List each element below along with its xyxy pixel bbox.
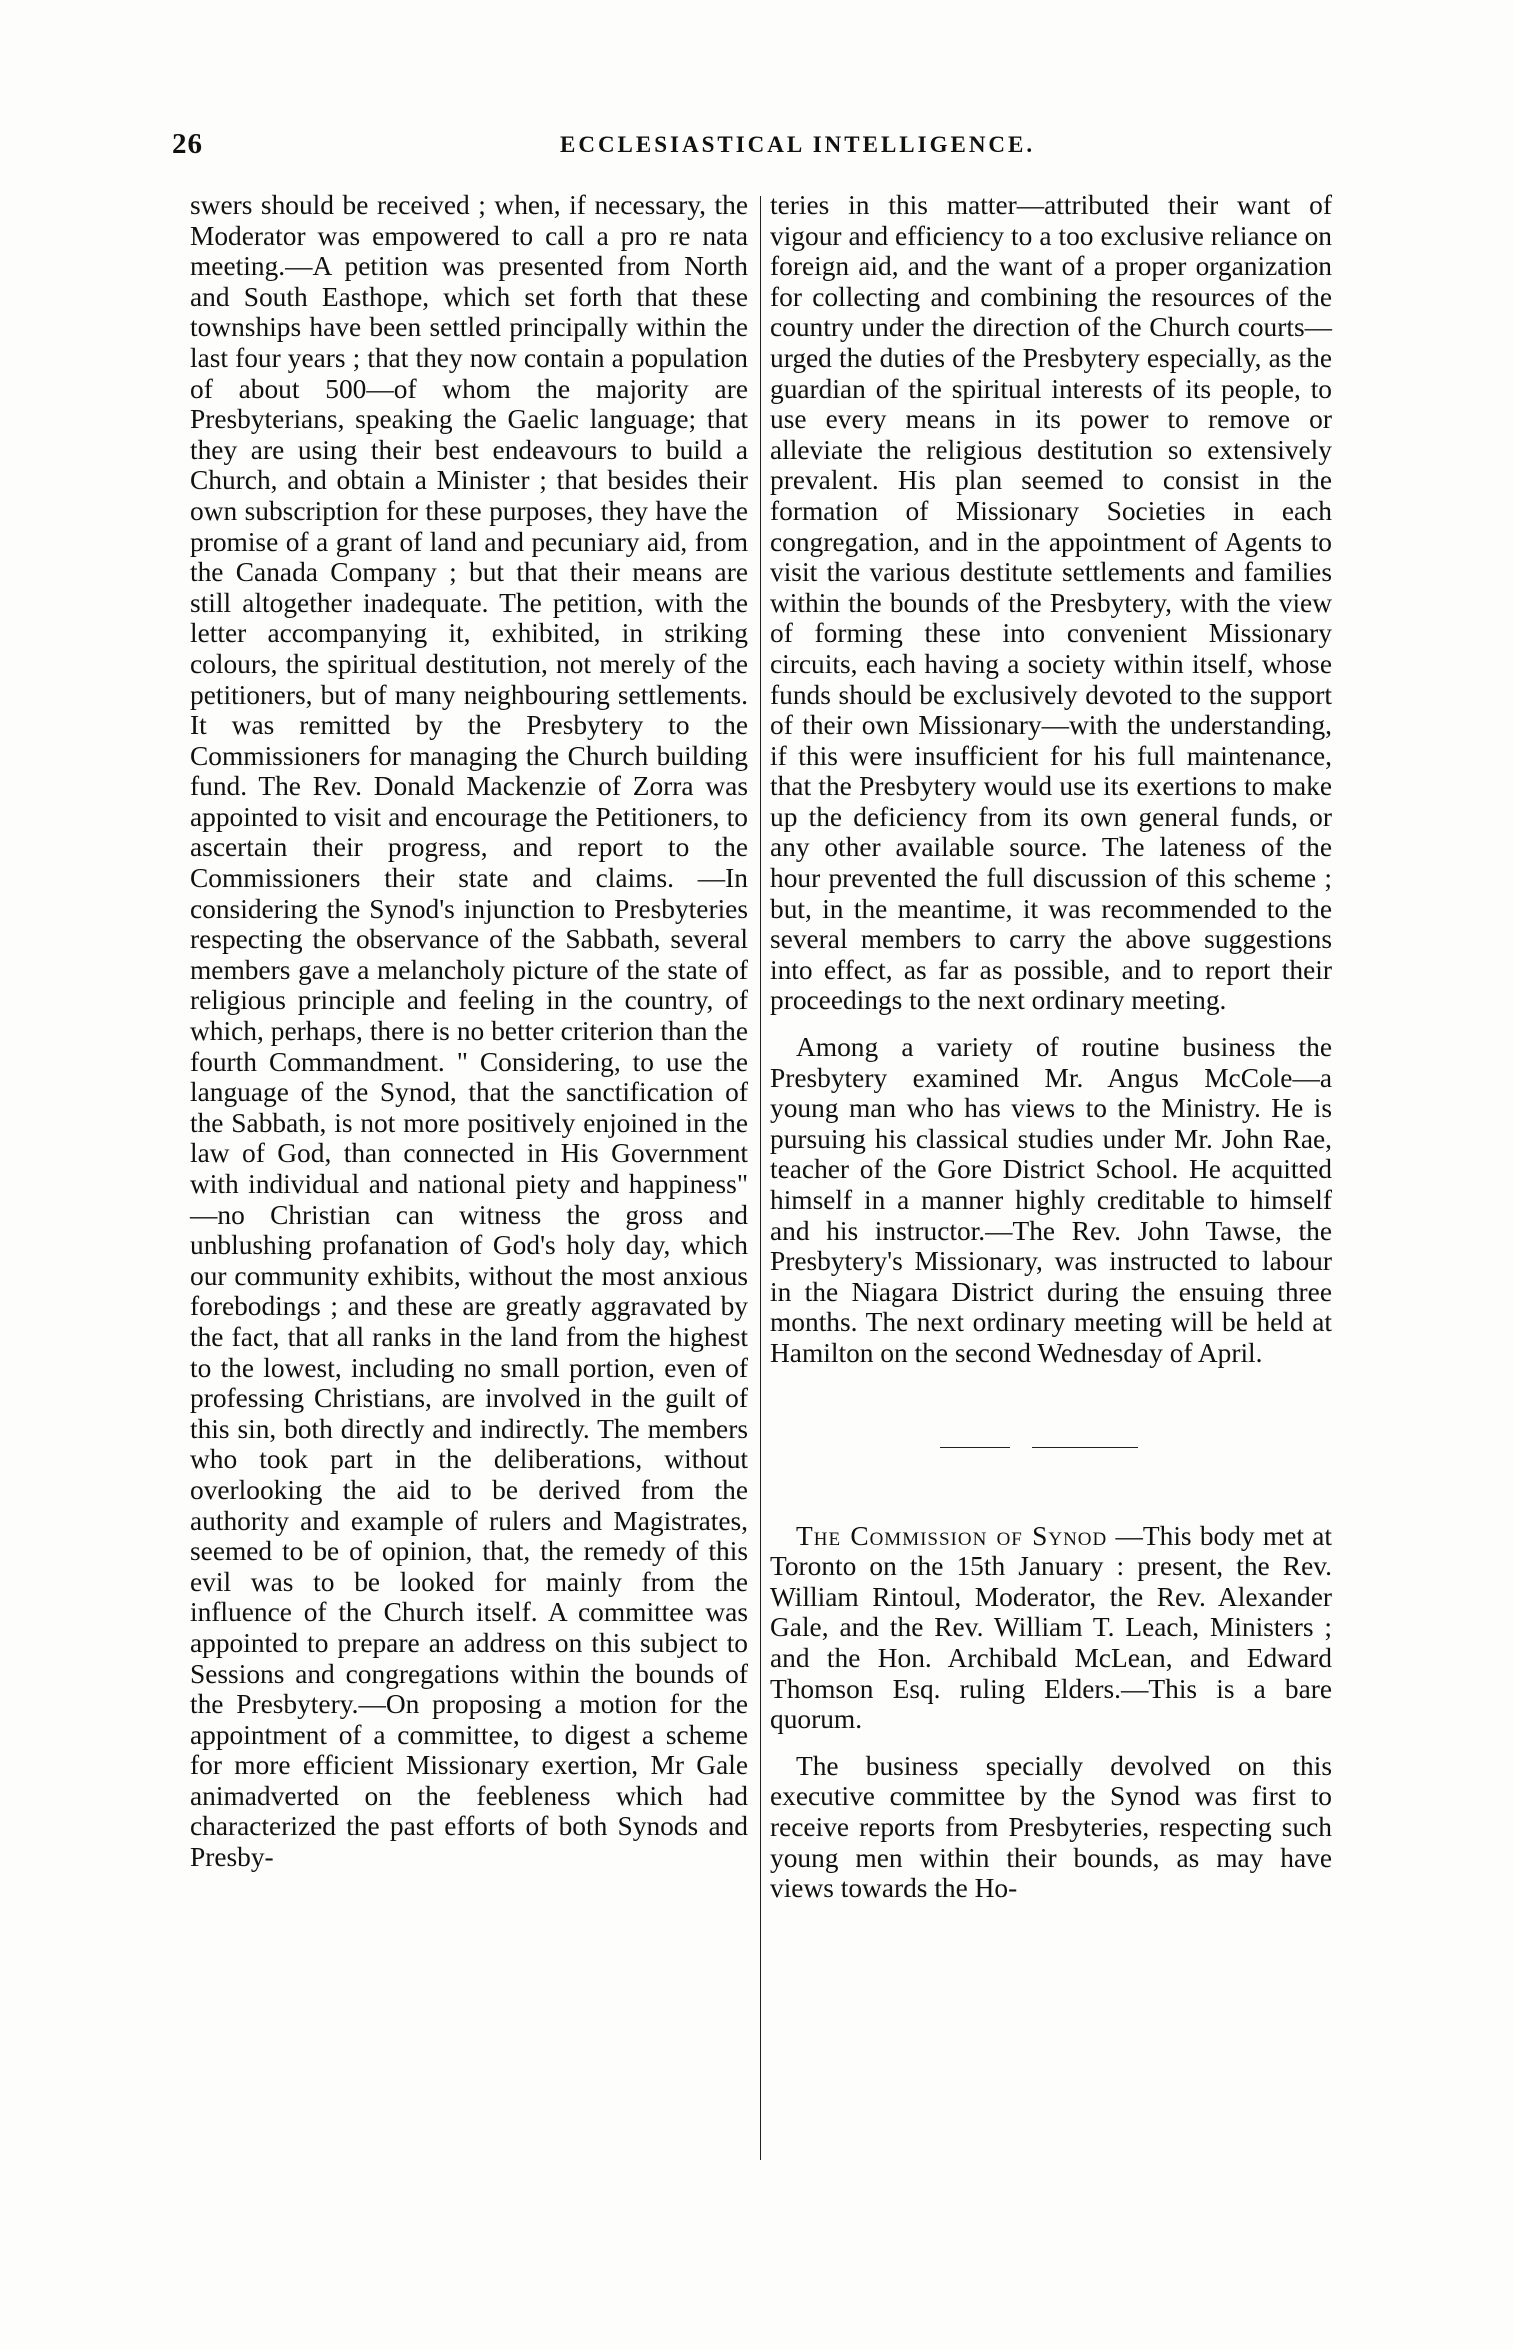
right-column: [770, 190, 1332, 1904]
left-paragraph-1: swers should be received ; when, if necessary, the Moderator was empowered to call a pro re nata meeting.—A petition was presented from North and South Easthope, which set forth that these townships have been settled principally within the last four years ; that they now contain a population of about 500—of whom the majority are Presbyterians, speaking the Gaelic language; that they are using their best endeavours to build a Church, and obtain a Minister ; that besides their own subscription for these purposes, they have the promise of a grant of land and pecuniary aid, from the Canada Company ; but that their means are still altogether inadequate. The petition, with the letter accompanying it, exhibited, in striking colours, the spiritual destitution, not merely of the petitioners, but of many neighbouring settlements. It was remitted by the Presbytery to the Commissioners for managing the Church building fund. The Rev. Donald Mackenzie of Zorra was appointed to visit and encourage the Petitioners, to ascertain their progress, and report to the Commissioners their state and claims. —In considering the Synod's injunction to Presbyteries respecting the observance of the Sabbath, several members gave a melancholy picture of the state of religious principle and feeling in the country, of which, perhaps, there is no better criterion than the fourth Commandment. " Considering, to use the language of the Synod, that the sanctification of the Sabbath, is not more positively enjoined in the law of God, than connected in His Government with individual and national piety and happiness" —no Christian can witness the gross and unblushing profanation of God's holy day, which our community exhibits, without the most anxious forebodings ; and these are greatly aggravated by the fact, that all ranks in the land from the highest to the lowest, including no small portion, even of professing Christians, are involved in the guilt of this sin, both directly and indirectly. The members who took part in the deliberations, without overlooking the aid to be derived from the authority and example of rulers and Magistrates, seemed to be of opinion, that, the remedy of this evil was to be looked for mainly from the influence of the Church itself. A committee was appointed to prepare an address on this subject to Sessions and congregations within the bounds of the Presbytery.—On proposing a motion for the appointment of a committee, to digest a scheme for more efficient Missionary exertion, Mr Gale animadverted on the feebleness which had characterized the past efforts of both Synods and Presby-: [190, 190, 748, 1873]
section-heading: The Commission of Synod: [796, 1520, 1108, 1551]
divider-dash-long: [1032, 1447, 1138, 1448]
divider-dash-short: [940, 1447, 1010, 1448]
section-divider: [770, 1447, 1332, 1451]
right-paragraph-1: teries in this matter—attributed their want of vigour and efficiency to a too exclusive reliance on foreign aid, and the want of a proper organization for collecting and combining the resources of the country under the direction of the Church courts—urged the duties of the Presbytery especially, as the guardian of the spiritual interests of its people, to use every means in its power to remove or alleviate the religious destitution so extensively prevalent. His plan seemed to consist in the formation of Missionary Societies in each congregation, and in the appointment of Agents to visit the various destitute settlements and families within the bounds of the Presbytery, with the view of forming these into convenient Missionary circuits, each having a society within itself, whose funds should be exclusively devoted to the support of their own Missionary—with the understanding, if this were insufficient for his full maintenance, that the Presbytery would use its exertions to make up the deficiency from its own general funds, or any other available source. The lateness of the hour prevented the full discussion of this scheme ; but, in the meantime, it was recommended to the several members to carry the above suggestions into effect, as far as possible, and to report their proceedings to the next ordinary meeting.: [770, 190, 1332, 1016]
commission-paragraph: [770, 1521, 1332, 1735]
running-title: ECCLESIASTICAL INTELLIGENCE.: [560, 132, 1036, 157]
commission-paragraph-text: —This body met at Toronto on the 15th January : present, the Rev. William Rintoul, Moderator, the Rev. Alexander Gale, and the Rev. William T. Leach, Ministers ; and the Hon. Archibald McLean, and Edward Thomson Esq. ruling Elders.—This is a bare quorum.: [770, 1520, 1332, 1735]
page-number: 26: [172, 128, 203, 160]
right-paragraph-2: Among a variety of routine business the Presbytery examined Mr. Angus McCole—a young man who has views to the Ministry. He is pursuing his classical studies under Mr. John Rae, teacher of the Gore District School. He acquitted himself in a manner highly creditable to himself and his instructor.—The Rev. John Tawse, the Presbytery's Missionary, was instructed to labour in the Niagara District during the ensuing three months. The next ordinary meeting will be held at Hamilton on the second Wednesday of April.: [770, 1032, 1332, 1368]
column-divider-rule: [760, 196, 761, 2160]
left-column: [190, 190, 748, 1873]
right-paragraph-4: The business specially devolved on this executive committee by the Synod was first to receive reports from Presbyteries, respecting such young men within their bounds, as may have views towards the Ho-: [770, 1750, 1332, 1904]
